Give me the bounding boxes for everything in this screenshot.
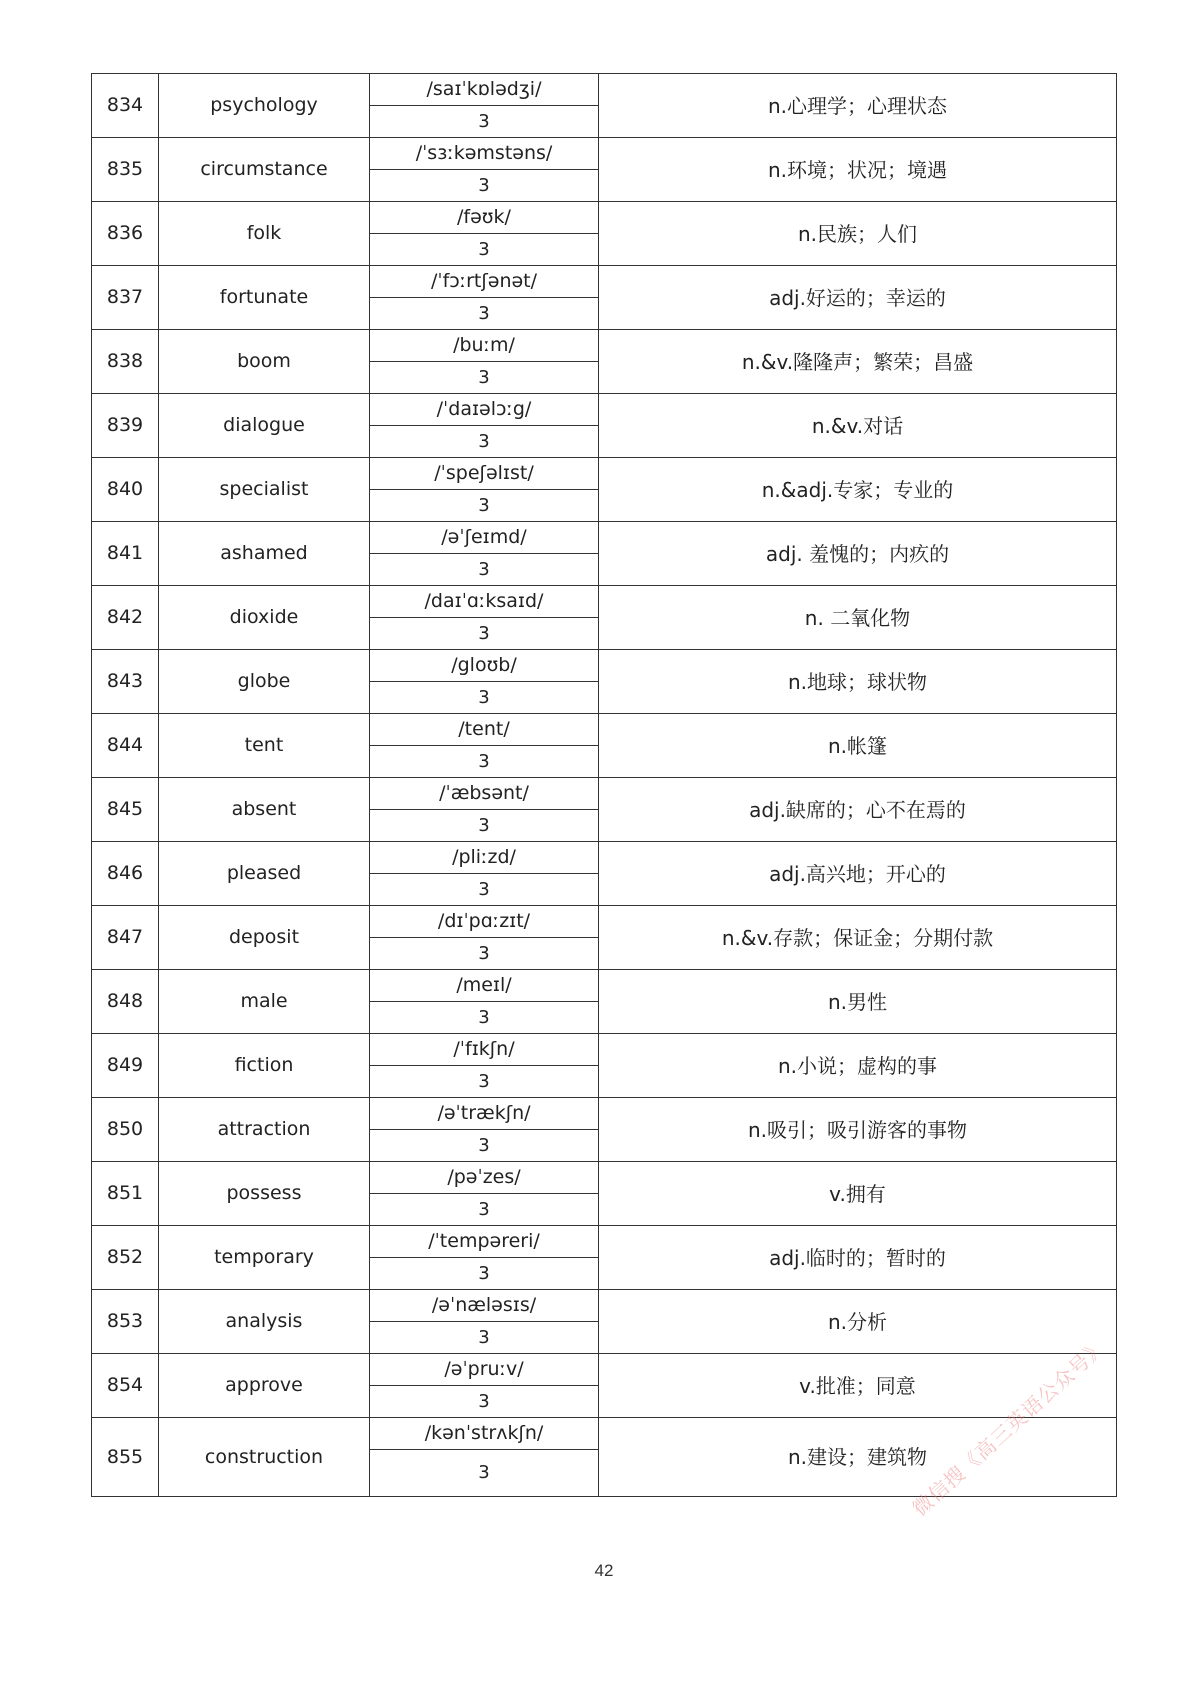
entry-phonetic: /əˈtrækʃn/ (370, 1098, 599, 1130)
entry-phonetic: /daɪˈɑːksaɪd/ (370, 586, 599, 618)
entry-word: analysis (159, 1290, 370, 1354)
entry-definition: v.拥有 (599, 1162, 1117, 1226)
entry-level: 3 (370, 170, 599, 202)
entry-word: ashamed (159, 522, 370, 586)
entry-level: 3 (370, 874, 599, 906)
entry-number: 838 (92, 330, 159, 394)
vocabulary-table-body (92, 74, 1117, 1497)
entry-number: 854 (92, 1354, 159, 1418)
entry-number: 849 (92, 1034, 159, 1098)
entry-word: boom (159, 330, 370, 394)
entry-definition: n.民族；人们 (599, 202, 1117, 266)
entry-definition: n.&v.对话 (599, 394, 1117, 458)
entry-number: 848 (92, 970, 159, 1034)
entry-number: 835 (92, 138, 159, 202)
entry-level: 3 (370, 106, 599, 138)
entry-phonetic: /ˈdaɪəlɔːg/ (370, 394, 599, 426)
entry-number: 843 (92, 650, 159, 714)
entry-phonetic: /dɪˈpɑːzɪt/ (370, 906, 599, 938)
table-row (92, 202, 1117, 234)
entry-level: 3 (370, 1002, 599, 1034)
entry-phonetic: /saɪˈkɒlədʒi/ (370, 74, 599, 106)
entry-phonetic: /əˈʃeɪmd/ (370, 522, 599, 554)
entry-level: 3 (370, 1450, 599, 1497)
entry-level: 3 (370, 554, 599, 586)
entry-level: 3 (370, 490, 599, 522)
entry-level: 3 (370, 426, 599, 458)
entry-word: construction (159, 1418, 370, 1497)
table-row (92, 1418, 1117, 1450)
table-row (92, 458, 1117, 490)
table-row (92, 842, 1117, 874)
table-row (92, 1098, 1117, 1130)
entry-phonetic: /tent/ (370, 714, 599, 746)
entry-level: 3 (370, 1386, 599, 1418)
table-row (92, 586, 1117, 618)
entry-level: 3 (370, 1258, 599, 1290)
entry-definition: n.吸引；吸引游客的事物 (599, 1098, 1117, 1162)
entry-number: 844 (92, 714, 159, 778)
entry-word: fiction (159, 1034, 370, 1098)
entry-level: 3 (370, 810, 599, 842)
entry-word: approve (159, 1354, 370, 1418)
entry-number: 836 (92, 202, 159, 266)
table-row (92, 1226, 1117, 1258)
entry-definition: adj.缺席的；心不在焉的 (599, 778, 1117, 842)
entry-number: 850 (92, 1098, 159, 1162)
entry-level: 3 (370, 1322, 599, 1354)
entry-number: 841 (92, 522, 159, 586)
entry-phonetic: /pliːzd/ (370, 842, 599, 874)
entry-definition: v.批准；同意 (599, 1354, 1117, 1418)
table-row (92, 1354, 1117, 1386)
entry-phonetic: /fəʊk/ (370, 202, 599, 234)
table-row (92, 1034, 1117, 1066)
entry-definition: n.地球；球状物 (599, 650, 1117, 714)
entry-word: attraction (159, 1098, 370, 1162)
entry-phonetic: /kənˈstrʌkʃn/ (370, 1418, 599, 1450)
entry-number: 837 (92, 266, 159, 330)
entry-definition: n.建设；建筑物 (599, 1418, 1117, 1497)
entry-word: dialogue (159, 394, 370, 458)
entry-definition: n.帐篷 (599, 714, 1117, 778)
entry-level: 3 (370, 1066, 599, 1098)
entry-number: 846 (92, 842, 159, 906)
vocabulary-table (91, 73, 1117, 1497)
table-row (92, 778, 1117, 810)
entry-word: circumstance (159, 138, 370, 202)
entry-number: 851 (92, 1162, 159, 1226)
entry-word: tent (159, 714, 370, 778)
entry-level: 3 (370, 298, 599, 330)
entry-definition: n.环境；状况；境遇 (599, 138, 1117, 202)
entry-definition: n.小说；虚构的事 (599, 1034, 1117, 1098)
entry-number: 834 (92, 74, 159, 138)
entry-number: 855 (92, 1418, 159, 1497)
watermark: 微信搜《高三英语公众号》 (907, 1334, 1112, 1521)
entry-definition: adj.高兴地；开心的 (599, 842, 1117, 906)
entry-definition: adj. 羞愧的；内疚的 (599, 522, 1117, 586)
entry-word: psychology (159, 74, 370, 138)
entry-word: male (159, 970, 370, 1034)
entry-word: absent (159, 778, 370, 842)
entry-phonetic: /gloʊb/ (370, 650, 599, 682)
entry-word: deposit (159, 906, 370, 970)
entry-phonetic: /əˈnæləsɪs/ (370, 1290, 599, 1322)
table-row (92, 906, 1117, 938)
table-row (92, 330, 1117, 362)
entry-phonetic: /ˈtempəreri/ (370, 1226, 599, 1258)
table-row (92, 522, 1117, 554)
entry-definition: n.&v.存款；保证金；分期付款 (599, 906, 1117, 970)
entry-word: dioxide (159, 586, 370, 650)
entry-word: fortunate (159, 266, 370, 330)
entry-number: 842 (92, 586, 159, 650)
entry-definition: n.心理学；心理状态 (599, 74, 1117, 138)
entry-phonetic: /ˈæbsənt/ (370, 778, 599, 810)
entry-word: globe (159, 650, 370, 714)
table-row (92, 1290, 1117, 1322)
entry-phonetic: /buːm/ (370, 330, 599, 362)
entry-definition: n.&adj.专家；专业的 (599, 458, 1117, 522)
entry-definition: n. 二氧化物 (599, 586, 1117, 650)
page-number: 42 (594, 1561, 614, 1580)
entry-level: 3 (370, 682, 599, 714)
entry-phonetic: /ˈfɪkʃn/ (370, 1034, 599, 1066)
table-row (92, 714, 1117, 746)
table-row (92, 970, 1117, 1002)
entry-word: folk (159, 202, 370, 266)
entry-word: pleased (159, 842, 370, 906)
entry-number: 852 (92, 1226, 159, 1290)
entry-phonetic: /meɪl/ (370, 970, 599, 1002)
entry-level: 3 (370, 1130, 599, 1162)
entry-definition: n.分析 (599, 1290, 1117, 1354)
entry-number: 847 (92, 906, 159, 970)
entry-level: 3 (370, 362, 599, 394)
entry-word: temporary (159, 1226, 370, 1290)
entry-definition: n.男性 (599, 970, 1117, 1034)
entry-number: 839 (92, 394, 159, 458)
entry-number: 840 (92, 458, 159, 522)
entry-level: 3 (370, 938, 599, 970)
entry-phonetic: /ˈspeʃəlɪst/ (370, 458, 599, 490)
entry-word: specialist (159, 458, 370, 522)
table-row (92, 266, 1117, 298)
table-row (92, 74, 1117, 106)
entry-level: 3 (370, 746, 599, 778)
entry-number: 845 (92, 778, 159, 842)
entry-number: 853 (92, 1290, 159, 1354)
entry-word: possess (159, 1162, 370, 1226)
table-row (92, 394, 1117, 426)
entry-level: 3 (370, 618, 599, 650)
entry-definition: adj.好运的；幸运的 (599, 266, 1117, 330)
table-row (92, 138, 1117, 170)
entry-definition: adj.临时的；暂时的 (599, 1226, 1117, 1290)
entry-phonetic: /əˈpruːv/ (370, 1354, 599, 1386)
entry-phonetic: /ˈsɜːkəmstəns/ (370, 138, 599, 170)
entry-phonetic: /ˈfɔːrtʃənət/ (370, 266, 599, 298)
entry-level: 3 (370, 234, 599, 266)
entry-level: 3 (370, 1194, 599, 1226)
entry-definition: n.&v.隆隆声；繁荣；昌盛 (599, 330, 1117, 394)
table-row (92, 1162, 1117, 1194)
table-row (92, 650, 1117, 682)
entry-phonetic: /pəˈzes/ (370, 1162, 599, 1194)
